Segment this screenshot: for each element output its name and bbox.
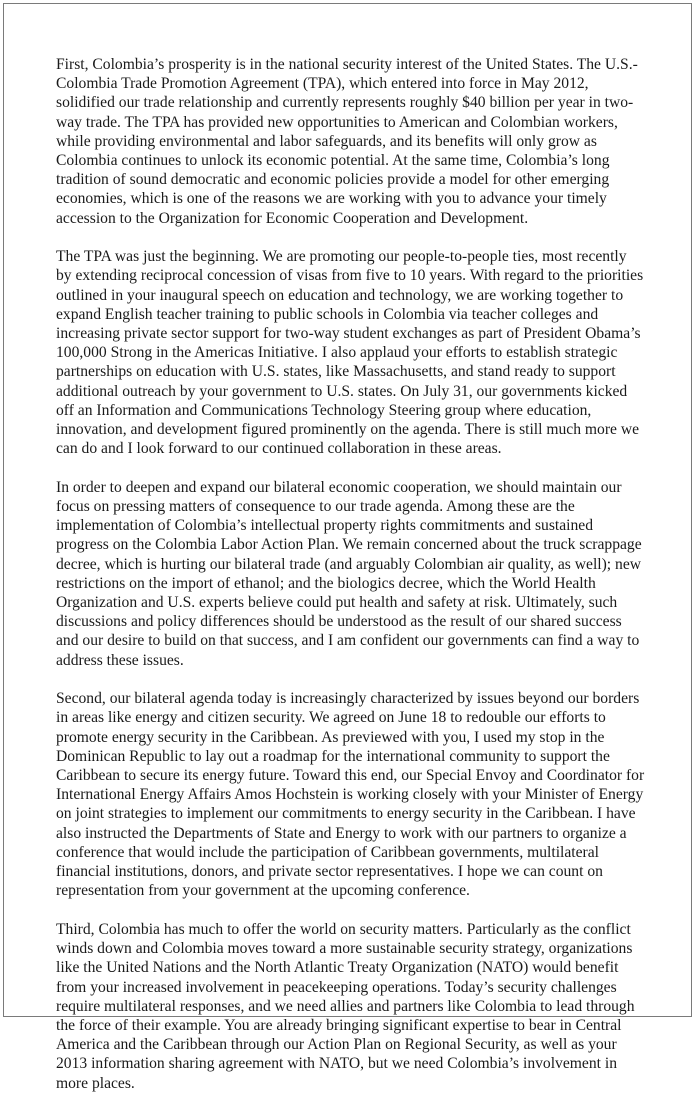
paragraph-energy-security: Second, our bilateral agenda today is increasingly characterized by issues beyond our borders in areas like energy and citizen security. We agreed on June 18 to redouble our efforts to promote energy security in the Caribbean. As previewed with you, I used my stop in the Dominican Republic to lay out a roadmap for the international community to support the Caribbean to secure its energy future. Toward this end, our Special Envoy and Coordinator for International Energy Affairs Amos Hochstein is working closely with your Minister of Energy on joint strategies to implement our commitments to energy security in the Caribbean. I have also instructed the Departments of State and Energy to work with our partners to organize a conference that would include the participation of Caribbean governments, multilateral financial institutions, donors, and private sector representatives. I hope we can count on representation from your government at the upcoming conference. <box>56 690 645 900</box>
paragraph-security-matters: Third, Colombia has much to offer the world on security matters. Particularly as the conflict winds down and Colombia moves toward a more sustainable security strategy, organizations like the United Nations and the North Atlantic Treaty Organization (NATO) would benefit from your increased involvement in peacekeeping operations. Today’s security challenges require multilateral responses, and we need allies and partners like Colombia to lead through the force of their example. You are already bringing significant expertise to bear in Central America and the Caribbean through our Action Plan on Regional Security, as well as your 2013 information sharing agreement with NATO, but we need Colombia’s involvement in more places. <box>56 920 635 1092</box>
letter-body <box>56 55 646 1112</box>
paragraph-trade-agenda: In order to deepen and expand our bilateral economic cooperation, we should maintain our focus on pressing matters of consequence to our trade agenda. Among these are the implementation of Colombia’s intellectual property rights commitments and sustained progress on the Colombia Labor Action Plan. We remain concerned about the truck scrappage decree, which is hurting our bilateral trade (and arguably Colombian air quality, as well); new restrictions on the import of ethanol; and the biologics decree, which the World Health Organization and U.S. experts believe could put health and safety at risk. Ultimately, such discussions and policy differences should be understood as the result of our shared success and our desire to build on that success, and I am confident our governments can find a way to address these issues. <box>56 478 642 669</box>
paragraph-economic-prosperity: First, Colombia’s prosperity is in the national security interest of the United States. The U.S.-Colombia Trade Promotion Agreement (TPA), which entered into force in May 2012, solidified our trade relationship and currently represents roughly $40 billion per year in two-way trade. The TPA has provided new opportunities to American and Colombian workers, while providing environmental and labor safeguards, and its benefits will only grow as Colombia continues to unlock its economic potential. At the same time, Colombia’s long tradition of sound democratic and economic policies provide a model for other emerging economies, which is one of the reasons we are working with you to advance your timely accession to the Organization for Economic Cooperation and Development. <box>56 56 638 227</box>
paragraph-people-to-people-ties: The TPA was just the beginning. We are promoting our people-to-people ties, most recently by extending reciprocal concession of visas from five to 10 years. With regard to the priorities outlined in your inaugural speech on education and technology, we are working together to expand English teacher training to public schools in Colombia via teacher colleges and increasing private sector support for two-way student exchanges as part of President Obama’s 100,000 Strong in the Americas Initiative. I also applaud your efforts to establish strategic partnerships on education with U.S. states, like Massachusetts, and stand ready to support additional outreach by your government to U.S. states. On July 31, our governments kicked off an Information and Communications Technology Steering group where education, innovation, and development figured prominently on the agenda. There is still much more we can do and I look forward to our continued collaboration in these areas. <box>56 248 644 458</box>
document-page <box>3 3 692 1092</box>
